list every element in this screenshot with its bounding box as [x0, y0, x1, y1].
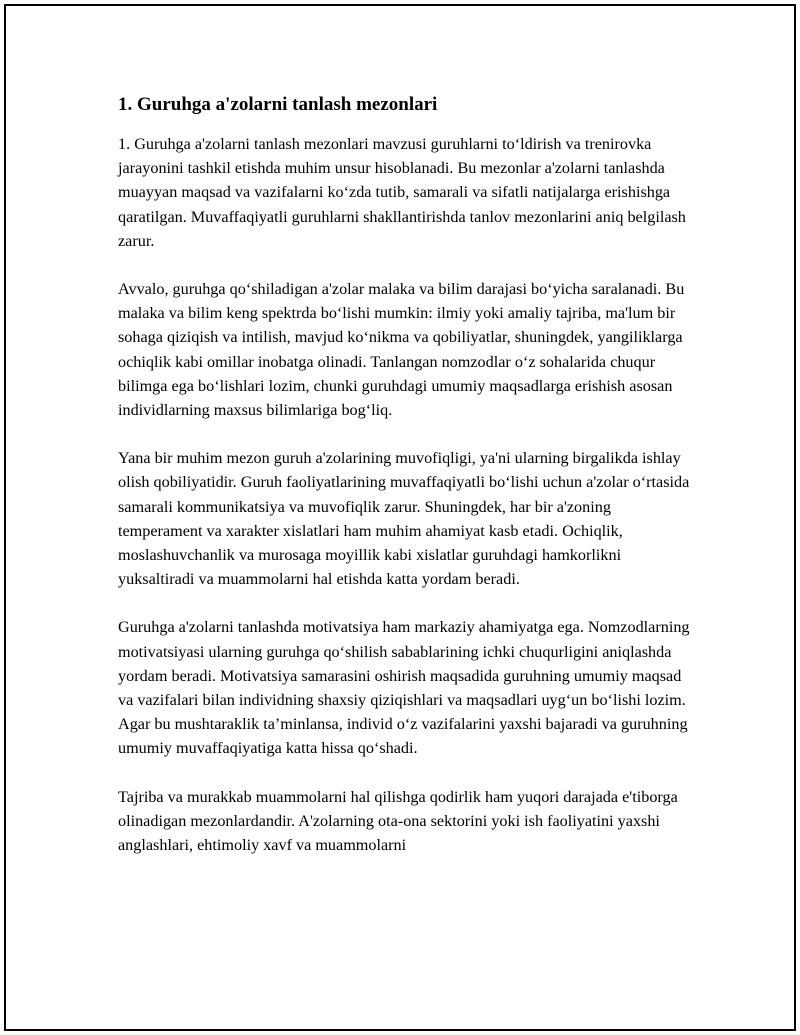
section-heading: 1. Guruhga a'zolarni tanlash mezonlari	[118, 94, 438, 115]
paragraph-1: 1. Guruhga a'zolarni tanlash mezonlari mavzusi guruhlarni to‘ldirish va trenirovka jarayonini tashkil etishda muhim unsur hisoblanadi. Bu mezonlar a'zolarni tanlashda muayyan maqsad va vazifalarni ko‘zda tutib, samarali va sifatli natijalarga erishishga qaratilgan. Muvaffaqiyatli guruhlarni shakllantirishda tanlov mezonlarini aniq belgilash zarur.	[118, 135, 686, 250]
paragraph-5: Tajriba va murakkab muammolarni hal qilishga qodirlik ham yuqori darajada e'tiborga olinadigan mezonlardandir. A'zolarning ota-ona sektorini yoki ish faoliyatini yaxshi anglashlari, ehtimoliy xavf va muammolarni	[118, 787, 678, 855]
document-body	[118, 90, 690, 881]
paragraph-3: Yana bir muhim mezon guruh a'zolarining muvofiqligi, ya'ni ularning birgalikda ishlay olish qobiliyatidir. Guruh faoliyatlarining muvaffaqiyatli bo‘lishi uchun a'zolar o‘rtasida samarali kommunikatsiya va muvofiqlik zarur. Shuningdek, har bir a'zoning temperament va xarakter xislatlari ham muhim ahamiyat kasb etadi. Ochiqlik, moslashuvchanlik va murosaga moyillik kabi xislatlar guruhdagi hamkorlikni yuksaltiradi va muammolarni hal etishda katta yordam beradi.	[118, 449, 690, 589]
paragraph-2: Avvalo, guruhga qo‘shiladigan a'zolar malaka va bilim darajasi bo‘yicha saralanadi. Bu malaka va bilim keng spektrda bo‘lishi mumkin: ilmiy yoki amaliy tajriba, ma'lum bir sohaga qiziqish va intilish, mavjud ko‘nikma va qobiliyatlar, shuningdek, yangiliklarga ochiqlik kabi omillar inobatga olinadi. Tanlangan nomzodlar o‘z sohalarida chuqur bilimga ega bo‘lishlari lozim, chunki guruhdagi umumiy maqsadlarga erishish asosan individlarning maxsus bilimlariga bog‘liq.	[118, 280, 685, 420]
paragraph-4: Guruhga a'zolarni tanlashda motivatsiya ham markaziy ahamiyatga ega. Nomzodlarning motivatsiyasi ularning guruhga qo‘shilish sabablarining ichki chuqurligini aniqlashda yordam beradi. Motivatsiya samarasini oshirish maqsadida guruhning umumiy maqsad va vazifalari bilan individning shaxsiy qiziqishlari va maqsadlari uyg‘un bo‘lishi lozim. Agar bu mushtaraklik ta’minlansa, individ o‘z vazifalarini yaxshi bajaradi va guruhning umumiy muvaffaqiyatiga katta hissa qo‘shadi.	[118, 618, 690, 758]
